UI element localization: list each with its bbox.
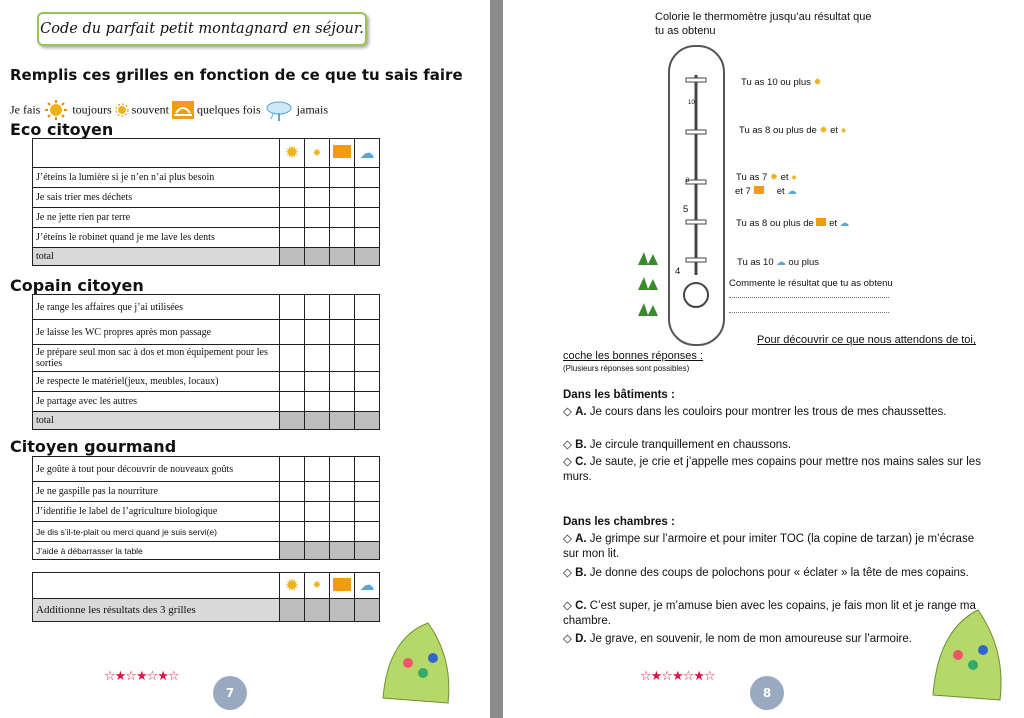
checkbox-cell[interactable] [355, 502, 380, 522]
checkbox-cell[interactable] [305, 320, 330, 345]
page-7 [0, 0, 490, 718]
sum-label: Additionne les résultats des 3 grilles [33, 599, 280, 622]
checkbox-cell[interactable] [355, 295, 380, 320]
page-8 [503, 0, 1024, 718]
table-row: Je dis s’il-te-plait ou merci quand je suis servi(e) [33, 522, 280, 542]
thermometer-instruction: Colorie le thermomètre jusqu’au résultat que tu as obtenu [655, 11, 872, 37]
diamond-icon: ◇ [563, 533, 572, 545]
legend-sometimes: quelques fois [197, 102, 261, 117]
total-cell[interactable] [305, 412, 330, 430]
sum-cell[interactable] [305, 599, 330, 622]
checkbox-cell[interactable] [280, 168, 305, 188]
checkbox-cell[interactable] [330, 502, 355, 522]
table-row: Je ne gaspille pas la nourriture [33, 482, 280, 502]
sunrise-icon [333, 145, 351, 158]
list-item[interactable]: ◇ C. Je saute, je crie et j’appelle mes copains pour mettre nos mains sales sur les murs. [563, 456, 981, 483]
total-cell[interactable] [280, 412, 305, 430]
legend-never: jamais [296, 102, 328, 117]
section-eco-title: Eco citoyen [10, 120, 114, 139]
multi-answer-note: (Plusieurs réponses sont possibles) [563, 364, 690, 373]
checkbox-cell[interactable] [305, 188, 330, 208]
section-copain-title: Copain citoyen [10, 276, 144, 295]
sum-cell[interactable] [330, 599, 355, 622]
total-label: total [33, 248, 280, 266]
checkbox-cell[interactable] [355, 457, 380, 482]
total-cell[interactable] [355, 542, 380, 560]
grid-eco [32, 138, 380, 266]
cloud-icon: ☁ [359, 578, 375, 594]
total-cell[interactable] [330, 248, 355, 266]
rooms-title: Dans les chambres : [563, 516, 675, 528]
sun-icon [43, 100, 69, 120]
total-cell[interactable] [305, 542, 330, 560]
total-cell[interactable] [355, 248, 380, 266]
checkbox-cell[interactable] [280, 295, 305, 320]
checkbox-cell[interactable] [305, 208, 330, 228]
total-cell[interactable] [280, 248, 305, 266]
comment-prompt: Commente le résultat que tu as obtenu [729, 278, 893, 289]
table-row: Je ne jette rien par terre [33, 208, 280, 228]
table-row: J’identifie le label de l’agriculture biologique [33, 502, 280, 522]
scale-mark: 5 [683, 204, 689, 215]
diamond-icon: ◇ [563, 439, 572, 451]
section-gourmand-title: Citoyen gourmand [10, 437, 177, 456]
cloud-icon: ☁ [359, 145, 375, 162]
checkbox-cell[interactable] [305, 522, 330, 542]
table-row: Je laisse les WC propres après mon passage [33, 320, 280, 345]
checkbox-cell[interactable] [305, 345, 330, 372]
hikers-illustration [928, 605, 1008, 705]
checkbox-cell[interactable] [280, 320, 305, 345]
legend [10, 99, 328, 121]
checkbox-cell[interactable] [355, 208, 380, 228]
checkbox-cell[interactable] [330, 228, 355, 248]
checkbox-cell[interactable] [305, 392, 330, 412]
discover-text: Pour découvrir ce que nous attendons de toi, [757, 334, 976, 346]
checkbox-cell[interactable] [355, 372, 380, 392]
sun-icon: ✹ [284, 575, 300, 595]
therm-label: Tu as 8 ou plus de ✹ et ✹ [739, 125, 847, 136]
checkbox-cell[interactable] [355, 482, 380, 502]
checkbox-cell[interactable] [330, 457, 355, 482]
checkbox-cell[interactable] [280, 188, 305, 208]
grid-gourmand [32, 456, 380, 560]
diamond-icon: ◇ [563, 633, 572, 645]
total-cell[interactable] [355, 412, 380, 430]
checkbox-cell[interactable] [355, 522, 380, 542]
page-number: 7 [213, 676, 247, 710]
list-item[interactable]: ◇ A. Je cours dans les couloirs pour montrer les trous de mes chaussettes. [563, 406, 947, 418]
table-row: Je goûte à tout pour découvrir de nouveaux goûts [33, 457, 280, 482]
list-item[interactable]: ◇ B. Je donne des coups de polochons pour « éclater » la tête de mes copains. [563, 567, 969, 579]
small-sun-icon: ✹ [312, 580, 322, 591]
diamond-icon: ◇ [563, 567, 572, 579]
checkbox-cell[interactable] [280, 372, 305, 392]
table-row: J’aide à débarrasser la table [33, 542, 280, 560]
table-row: Je range les affaires que j’ai utilisées [33, 295, 280, 320]
checkbox-cell[interactable] [330, 522, 355, 542]
comment-line[interactable] [729, 297, 889, 298]
list-item[interactable]: ◇ C. C’est super, je m’amuse bien avec les copains, je fais mon lit et je range ma chambre. [563, 600, 976, 627]
scale-mark: 8 [686, 178, 690, 184]
legend-prefix: Je fais [10, 102, 41, 117]
diamond-icon: ◇ [563, 406, 572, 418]
checkbox-cell[interactable] [305, 295, 330, 320]
diamond-icon: ◇ [563, 600, 572, 612]
checkbox-cell[interactable] [330, 208, 355, 228]
check-instruction: coche les bonnes réponses : [563, 350, 704, 362]
checkbox-cell[interactable] [305, 457, 330, 482]
scale-mark: 10 [688, 100, 695, 106]
checkbox-cell[interactable] [330, 345, 355, 372]
total-cell[interactable] [305, 248, 330, 266]
therm-label: Tu as 10 ou plus ✹ [741, 77, 822, 88]
checkbox-cell[interactable] [330, 295, 355, 320]
table-row: Je prépare seul mon sac à dos et mon équipement pour les sorties [33, 345, 280, 372]
legend-always: toujours [72, 102, 112, 117]
checkbox-cell[interactable] [280, 392, 305, 412]
total-cell[interactable] [280, 542, 305, 560]
sunrise-icon [172, 101, 194, 119]
therm-label: Tu as 8 ou plus de et ☁ [736, 218, 850, 229]
checkbox-cell[interactable] [355, 168, 380, 188]
checkbox-cell[interactable] [305, 228, 330, 248]
sunrise-icon [333, 578, 351, 591]
stars-decoration: ☆★☆★☆★☆ [104, 669, 179, 684]
small-sun-icon: ✹ [312, 147, 322, 159]
checkbox-cell[interactable] [355, 320, 380, 345]
page-title: Code du parfait petit montagnard en séjour. [37, 12, 367, 46]
thermometer-scale [681, 70, 711, 320]
checkbox-cell[interactable] [330, 482, 355, 502]
checkbox-cell[interactable] [330, 188, 355, 208]
checkbox-cell[interactable] [330, 320, 355, 345]
checkbox-cell[interactable] [305, 482, 330, 502]
sun-icon: ✹ [284, 143, 300, 162]
list-item[interactable]: ◇ D. Je grave, en souvenir, le nom de mon amoureuse sur l’armoire. [563, 633, 912, 645]
checkbox-cell[interactable] [280, 208, 305, 228]
checkbox-cell[interactable] [355, 228, 380, 248]
checkbox-cell[interactable] [355, 392, 380, 412]
therm-label: et 7 et ☁ [735, 186, 797, 197]
table-row: Je partage avec les autres [33, 392, 280, 412]
checkbox-cell[interactable] [355, 345, 380, 372]
checkbox-cell[interactable] [280, 482, 305, 502]
checkbox-cell[interactable] [280, 228, 305, 248]
checkbox-cell[interactable] [305, 168, 330, 188]
checkbox-cell[interactable] [330, 168, 355, 188]
diamond-icon: ◇ [563, 456, 572, 468]
scale-mark: 4 [675, 266, 681, 277]
checkbox-cell[interactable] [280, 502, 305, 522]
grid-sum [32, 572, 380, 622]
table-row: J’éteins le robinet quand je me lave les dents [33, 228, 280, 248]
table-row: Je sais trier mes déchets [33, 188, 280, 208]
small-sun-icon [115, 103, 129, 117]
list-item[interactable]: ◇ B. Je circule tranquillement en chaussons. [563, 439, 792, 451]
grid-copain [32, 294, 380, 430]
table-row: Je respecte le matériel(jeux, meubles, locaux) [33, 372, 280, 392]
checkbox-cell[interactable] [330, 392, 355, 412]
comment-line[interactable] [729, 312, 889, 313]
checkbox-cell[interactable] [280, 345, 305, 372]
total-cell[interactable] [330, 542, 355, 560]
checkbox-cell[interactable] [280, 457, 305, 482]
total-label: total [33, 412, 280, 430]
cloud-icon [264, 99, 294, 121]
checkbox-cell[interactable] [330, 372, 355, 392]
page-number: 8 [750, 676, 784, 710]
table-row: J’éteins la lumière si je n’en n’ai plus besoin [33, 168, 280, 188]
therm-label: Tu as 10 ☁ ou plus [737, 257, 820, 268]
sum-cell[interactable] [280, 599, 305, 622]
checkbox-cell[interactable] [280, 522, 305, 542]
sum-cell[interactable] [355, 599, 380, 622]
total-cell[interactable] [330, 412, 355, 430]
legend-often: souvent [131, 102, 170, 117]
checkbox-cell[interactable] [305, 502, 330, 522]
grass-decoration [638, 250, 664, 320]
checkbox-cell[interactable] [305, 372, 330, 392]
hikers-illustration [378, 618, 458, 708]
buildings-title: Dans les bâtiments : [563, 389, 675, 401]
stars-decoration: ☆★☆★☆★☆ [640, 669, 715, 684]
checkbox-cell[interactable] [355, 188, 380, 208]
instruction-heading: Remplis ces grilles en fonction de ce que tu sais faire [10, 66, 463, 84]
list-item[interactable]: ◇ A. Je grimpe sur l’armoire et pour imiter TOC (la copine de tarzan) je m’écrase sur mon lit. [563, 533, 975, 560]
therm-label: Tu as 7 ✹ et ✹ [736, 172, 798, 183]
